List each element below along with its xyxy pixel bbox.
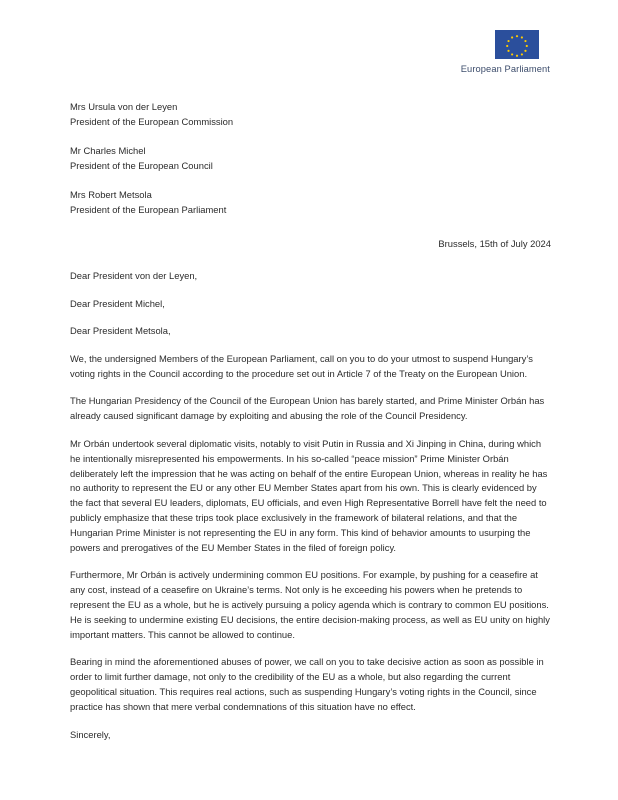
- closing-line: Sincerely,: [70, 729, 111, 741]
- addressee-title: President of the European Parliament: [70, 203, 227, 215]
- addressee-name: Mrs Ursula von der Leyen: [70, 101, 178, 112]
- body-paragraph: Bearing in mind the aforementioned abuses of power, we call on you to take decisive action as soon as possible in order to limit further damage, not only to the credibility of the EU as a whole, but also regarding the current geopolitical situation. This requires real actions, such as suspending Hungary’s voting rights in the Council, since practice has shown that mere verbal condemnations of this situation have no effect.: [70, 656, 544, 713]
- addressee-name: Mr Charles Michel: [70, 144, 146, 156]
- letter-content: [70, 100, 551, 743]
- salutation-line: Dear President Michel,: [70, 297, 165, 309]
- addressee-entry: [70, 188, 551, 218]
- body-paragraphs: [70, 352, 551, 715]
- letterhead: [350, 30, 550, 74]
- addressee-title: President of the European Commission: [70, 115, 234, 127]
- body-paragraph: We, the undersigned Members of the European Parliament, call on you to do your utmost to suspend Hungary’s voting rights in the Council according to the procedure set out in Article 7 of the Treaty on the European Union.: [70, 353, 533, 379]
- addressee-title: President of the European Council: [70, 159, 213, 171]
- addressee-name: Mrs Robert Metsola: [70, 188, 152, 200]
- salutation-list: [70, 269, 551, 339]
- addressee-entry: [70, 144, 551, 174]
- letterhead-caption: European Parliament: [460, 64, 550, 74]
- salutation-line: Dear President Metsola,: [70, 325, 171, 337]
- body-paragraph: Furthermore, Mr Orbán is actively undermining common EU positions. For example, by pushing for a ceasefire at any cost, instead of a ceasefire on Ukraine’s terms. Not only is he exceeding his powers when he pretends to represent the EU as a whole, but he is actively pursuing a policy agenda which is contrary to common EU positions. He is seeking to undermine existing EU decisions, the entire decision-making process, as well as EU unity on highly important matters. This cannot be allowed to continue.: [70, 569, 550, 641]
- body-paragraph: The Hungarian Presidency of the Council of the European Union has barely started, and Prime Minister Orbán has already caused significant damage by exploiting and abusing the role of the Council Presidency.: [70, 395, 545, 422]
- body-paragraph: Mr Orbán undertook several diplomatic visits, notably to visit Putin in Russia and Xi Jinping in China, during which he intentionally misrepresented his empowerments. In his so-called “peace mission” Prime Minister Orbán deliberately left the impression that he was acting on behalf of the entire European Union, whereas in reality he has no authority to represent the EU or any other EU Member States apart from his own. This is clearly evidenced by the fact that several EU leaders, diplomats, EU officials, and even High Representative Borrell have felt the need to publicly emphasize that these trips took place exclusively in the framework of bilateral relations, and that the Hungarian Prime Minister is not representing the EU in any form. This kind of behavior amounts to usurping the powers and prerogatives of the EU Member States in the filed of foreign policy.: [70, 437, 548, 554]
- eu-flag-icon: [495, 30, 539, 59]
- addressee-list: [70, 100, 551, 217]
- addressee-entry: [70, 100, 551, 130]
- date-line: Brussels, 15th of July 2024: [438, 238, 551, 250]
- salutation-line: Dear President von der Leyen,: [70, 270, 198, 282]
